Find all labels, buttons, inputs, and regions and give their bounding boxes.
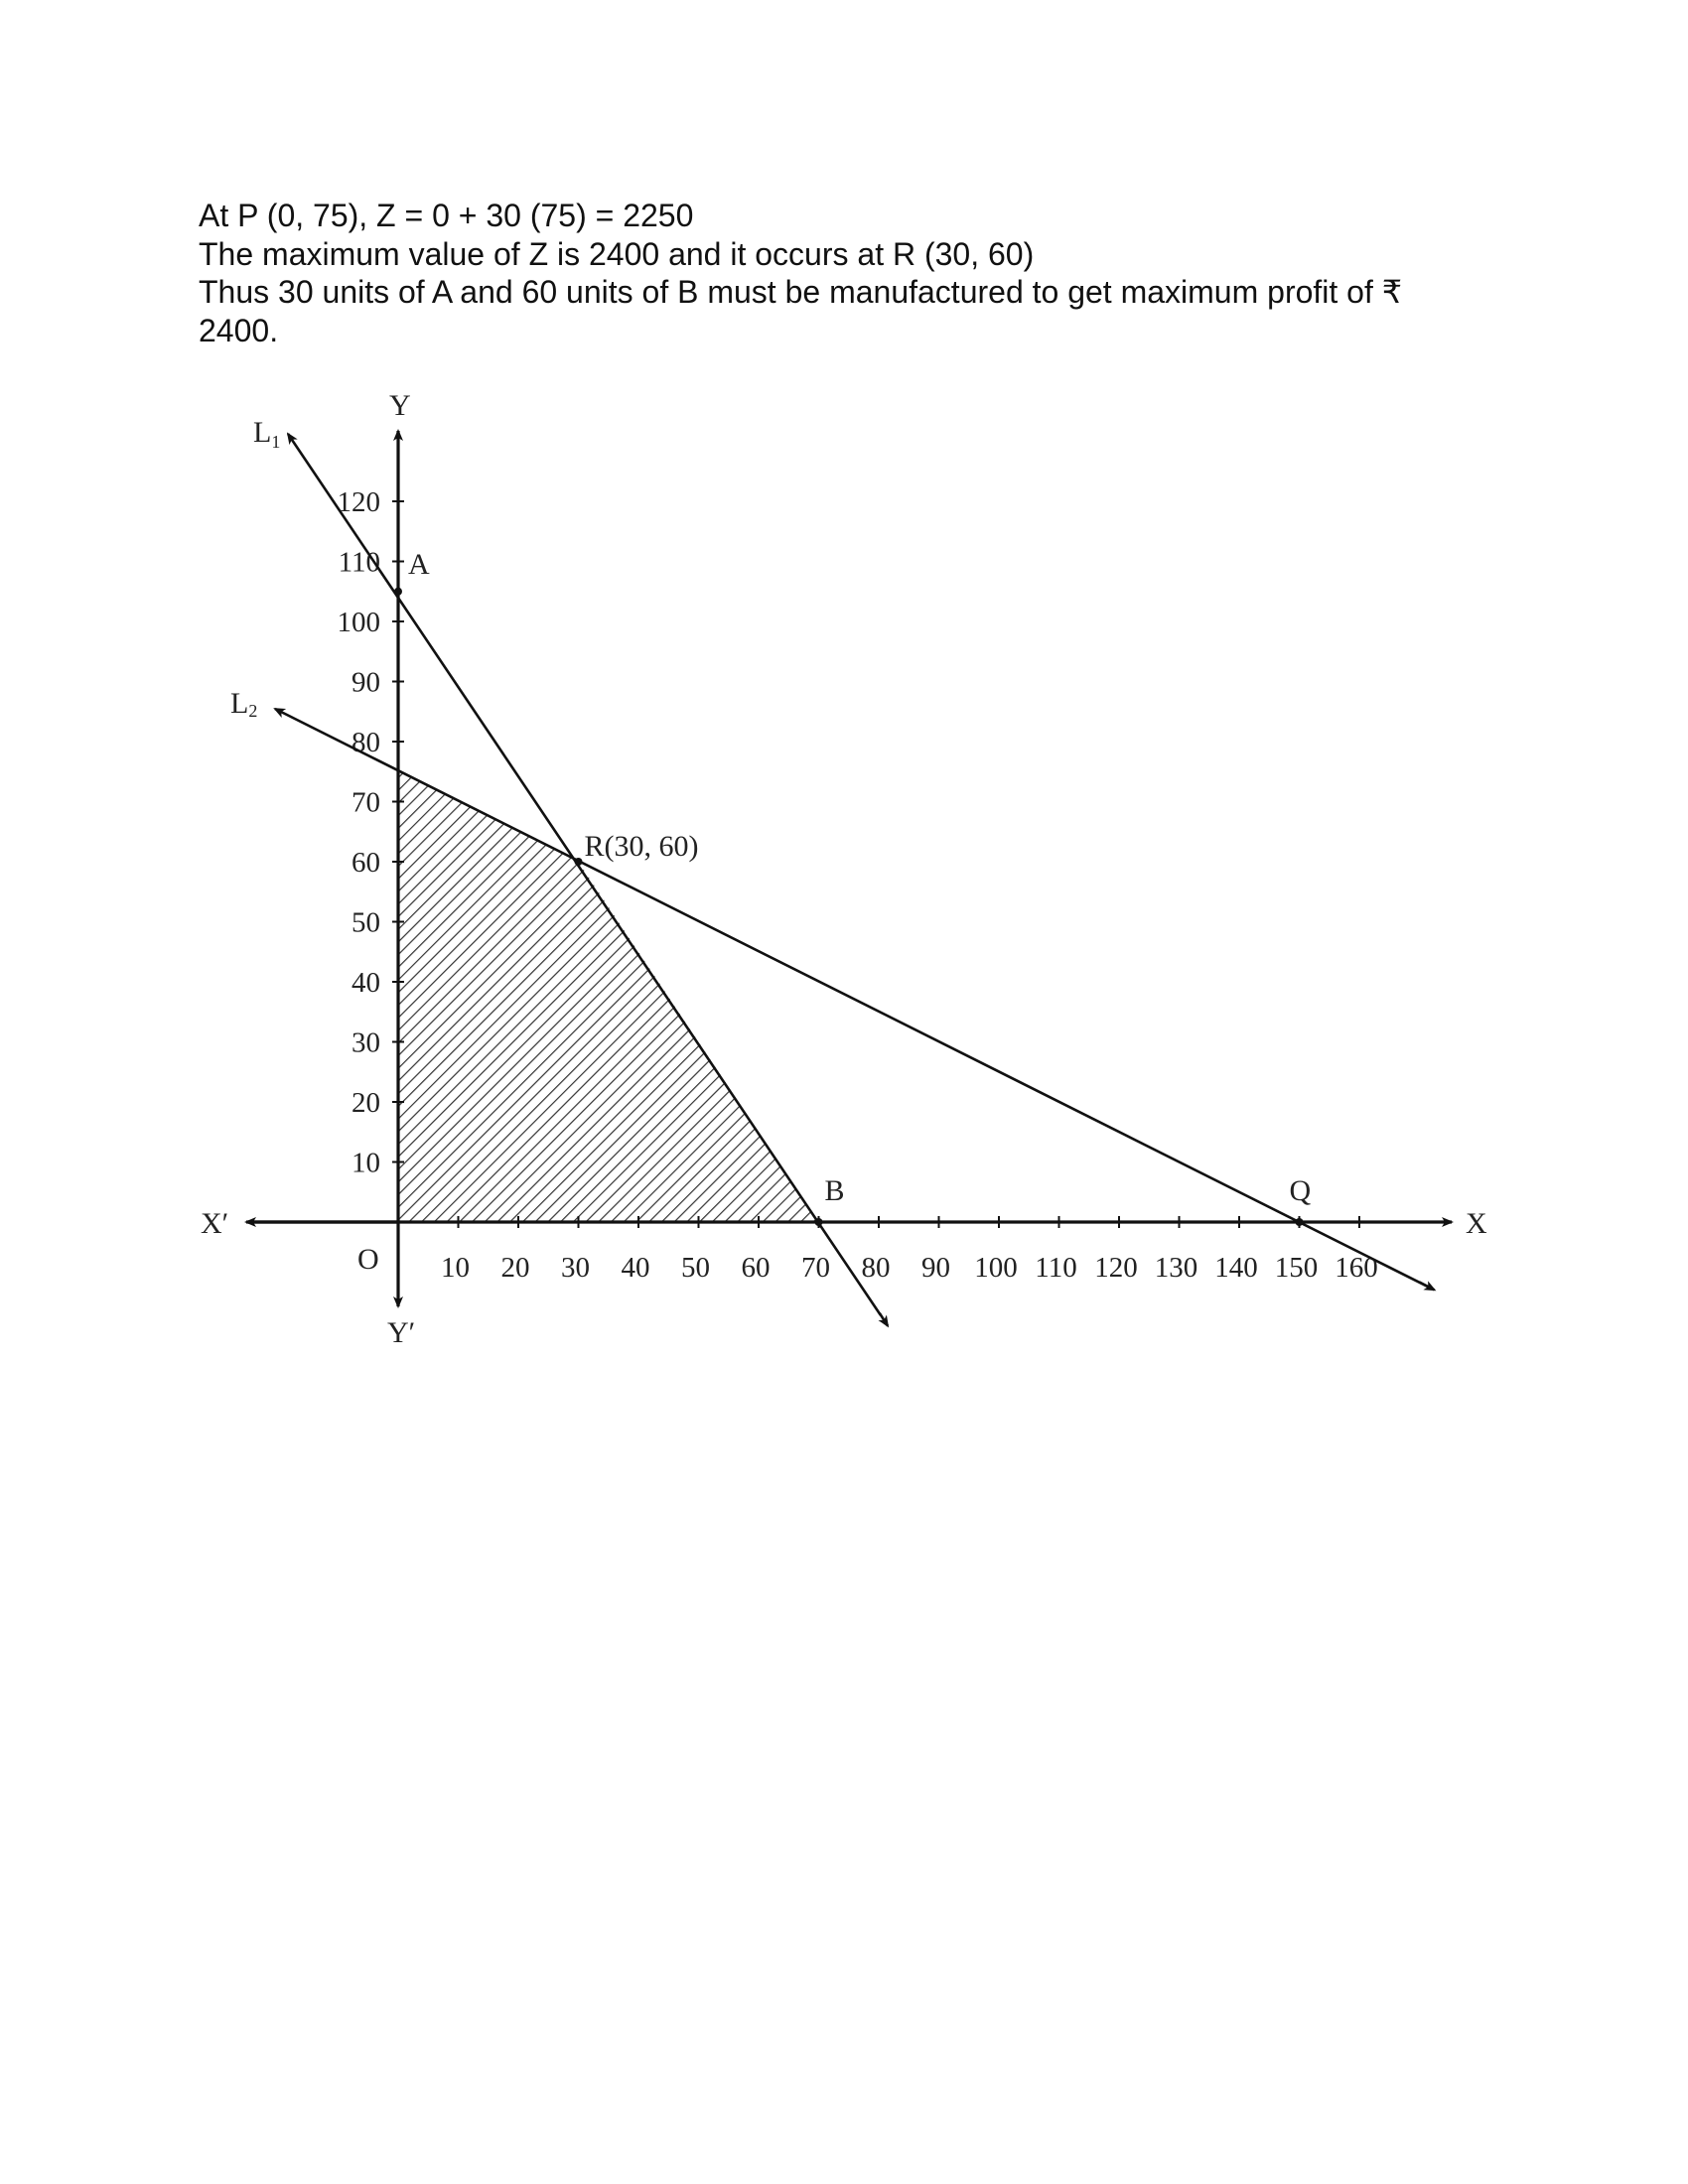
x-tick-label: 130	[1154, 1252, 1198, 1284]
y-tick-label: 70	[352, 786, 380, 819]
point-label-q: Q	[1289, 1174, 1312, 1207]
x-tick-label: 150	[1274, 1252, 1319, 1284]
y-tick-label: 90	[352, 666, 380, 699]
x-tick-label: 50	[681, 1252, 710, 1284]
y-tick-label: 60	[352, 847, 380, 879]
line-l1-arrow-end	[880, 1313, 888, 1326]
y-tick-label: 40	[352, 967, 380, 999]
x-tick-label: 90	[921, 1252, 950, 1284]
x-tick-label: 160	[1335, 1252, 1378, 1284]
y-tick-label: 120	[337, 486, 380, 518]
y-tick-label: 10	[352, 1147, 380, 1179]
x-tick-label: 40	[621, 1252, 650, 1284]
point-label-b: B	[824, 1174, 845, 1207]
text-line-1: At P (0, 75), Z = 0 + 30 (75) = 2250	[199, 198, 694, 233]
y-tick-label: 30	[352, 1026, 380, 1059]
y-tick-label: 50	[352, 906, 380, 939]
x-tick-label: 100	[974, 1252, 1018, 1284]
point-b	[815, 1218, 823, 1226]
label-l1: $L_1$	[253, 416, 281, 452]
plot-area	[201, 389, 1487, 1349]
point-label-a: A	[408, 547, 430, 581]
x-tick-label: 140	[1214, 1252, 1258, 1284]
y-neg-axis-label: Y′	[387, 1316, 416, 1349]
y-tick-label: 110	[338, 546, 380, 579]
x-tick-label: 20	[500, 1252, 530, 1284]
x-tick-label: 10	[441, 1252, 470, 1284]
x-tick-label: 70	[801, 1252, 830, 1284]
text-line-4: 2400.	[199, 312, 279, 348]
text-line-3: Thus 30 units of A and 60 units of B must be manufactured to get maximum profit of ₹	[199, 274, 1403, 310]
x-neg-axis-label: X′	[201, 1207, 229, 1240]
x-tick-label: 110	[1035, 1252, 1077, 1284]
y-axis-label: Y	[389, 389, 411, 422]
label-l2: L2	[230, 687, 258, 721]
line-l2-arrow-end	[1420, 1283, 1435, 1291]
point-label-r: R(30, 60)	[584, 830, 699, 863]
point-r	[575, 858, 583, 866]
x-axis-label: X	[1466, 1207, 1487, 1240]
y-tick-label: 80	[352, 727, 380, 758]
x-tick-label: 60	[741, 1252, 771, 1284]
text-line-2: The maximum value of Z is 2400 and it occurs at R (30, 60)	[199, 235, 1035, 272]
y-tick-label: 20	[352, 1087, 380, 1119]
point-a	[394, 588, 402, 596]
x-tick-label: 120	[1094, 1252, 1138, 1284]
origin-label: O	[357, 1243, 379, 1276]
y-tick-label: 100	[337, 607, 380, 638]
x-tick-label: 80	[861, 1252, 891, 1284]
x-tick-label: 30	[561, 1252, 590, 1284]
point-q	[1296, 1218, 1304, 1226]
